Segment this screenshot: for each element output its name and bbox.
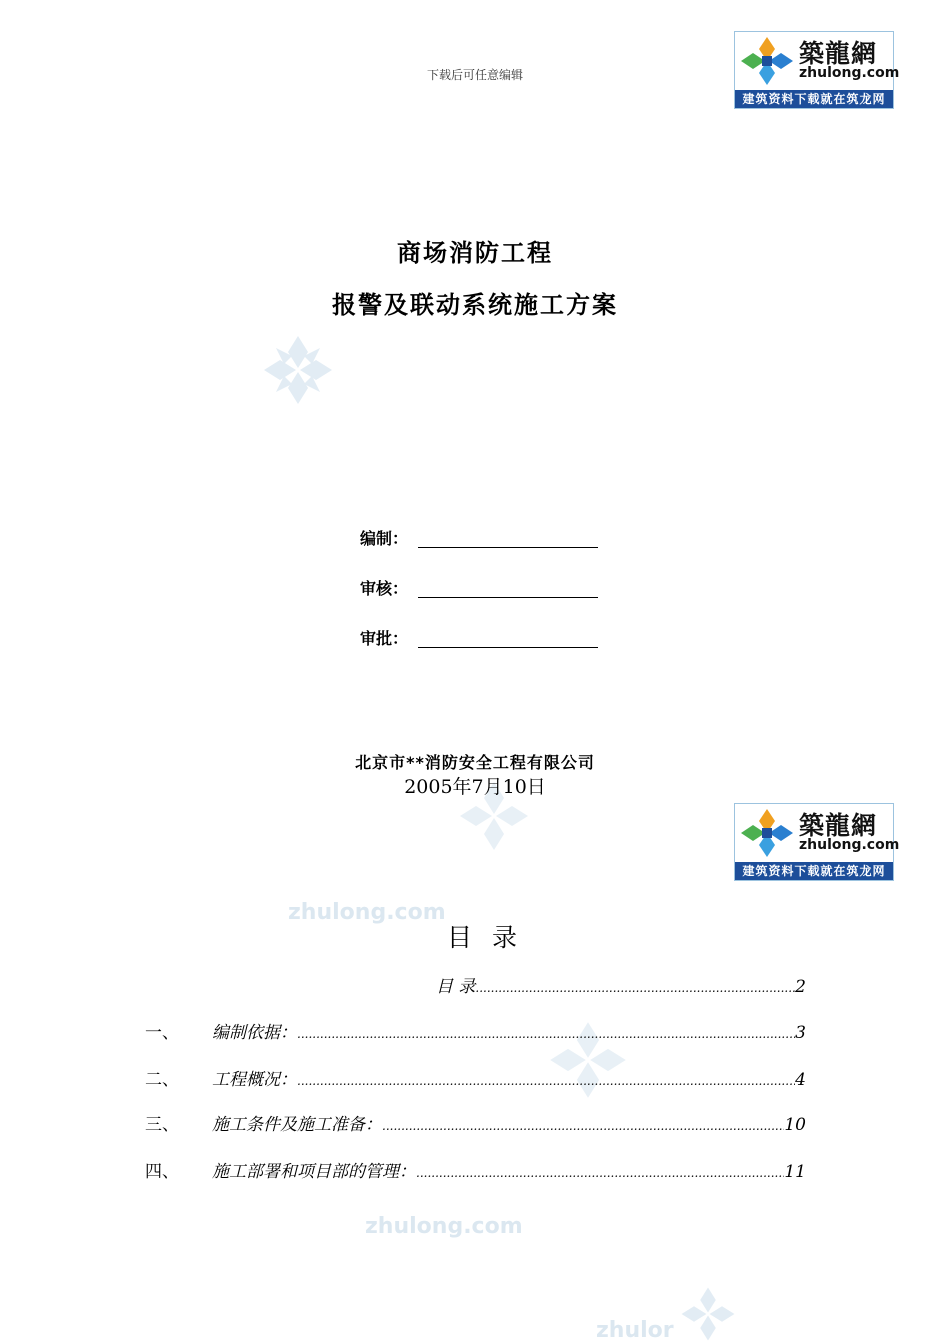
watermark-text: zhulong.com [365,1214,523,1239]
toc-leader-dots [416,1166,784,1180]
sign-field-compile [360,526,408,549]
toc-entry[interactable] [212,1018,806,1043]
document-title-line2: 报警及联动系统施工方案 [332,291,618,319]
toc-leader-dots [297,1027,795,1041]
logo-slogan: 建筑资料下载就在筑龙网 [735,862,893,880]
logo-slogan: 建筑资料下载就在筑龙网 [735,90,893,108]
toc-entry[interactable] [212,1110,806,1135]
toc-entry-page: 11 [784,1162,806,1182]
toc-entry-number: 四、 [145,1162,179,1182]
toc-entry-label: 目 录 [436,977,476,997]
toc-entry-page: 3 [795,1023,806,1043]
toc-entry-number: 二、 [145,1070,179,1090]
logo-domain: zhulong.com [799,65,900,81]
signature-line [418,647,598,648]
toc-entry-label: 编制依据： [212,1023,297,1043]
toc-leader-dots [475,981,795,995]
toc-entry[interactable] [212,1065,806,1090]
signature-line [418,547,598,548]
sign-field-review [360,576,408,599]
logo-domain: zhulong.com [799,837,900,853]
zhulong-logo [734,31,900,109]
toc-leader-dots [297,1074,795,1088]
sign-label: 编制： [360,529,409,548]
toc-entry-page: 4 [795,1070,806,1090]
sign-label: 审批： [360,629,409,648]
watermark-text: zhulor [596,1318,674,1343]
logo-name: 築龍網 [799,39,878,68]
watermark-text: zhulong.com [288,900,446,925]
zhulong-mark-icon [738,35,796,87]
toc-entry-page: 10 [784,1115,806,1135]
signature-line [418,597,598,598]
zhulong-logo [734,803,900,881]
watermark-flower-icon [680,1286,736,1342]
toc-leader-dots [382,1119,784,1133]
toc-entry[interactable] [436,972,806,997]
toc-entry-number: 一、 [145,1023,179,1043]
toc-entry-page: 2 [795,977,806,997]
document-date: 2005年7月10日 [404,776,546,798]
toc-entry-label: 施工部署和项目部的管理： [212,1162,416,1182]
watermark-flower-icon [262,334,334,406]
sign-field-approve [360,626,408,649]
company-name: 北京市**消防安全工程有限公司 [355,753,595,772]
toc-entry-label: 施工条件及施工准备： [212,1115,382,1135]
toc-entry[interactable] [212,1157,806,1182]
sign-label: 审核： [360,579,409,598]
header-note: 下载后可任意编辑 [426,68,523,82]
document-title-line1: 商场消防工程 [397,239,553,267]
toc-title: 目 录 [447,923,523,952]
toc-entry-label: 工程概况： [212,1070,297,1090]
zhulong-mark-icon [738,807,796,859]
logo-name: 築龍網 [799,811,878,840]
toc-entry-number: 三、 [145,1115,179,1135]
